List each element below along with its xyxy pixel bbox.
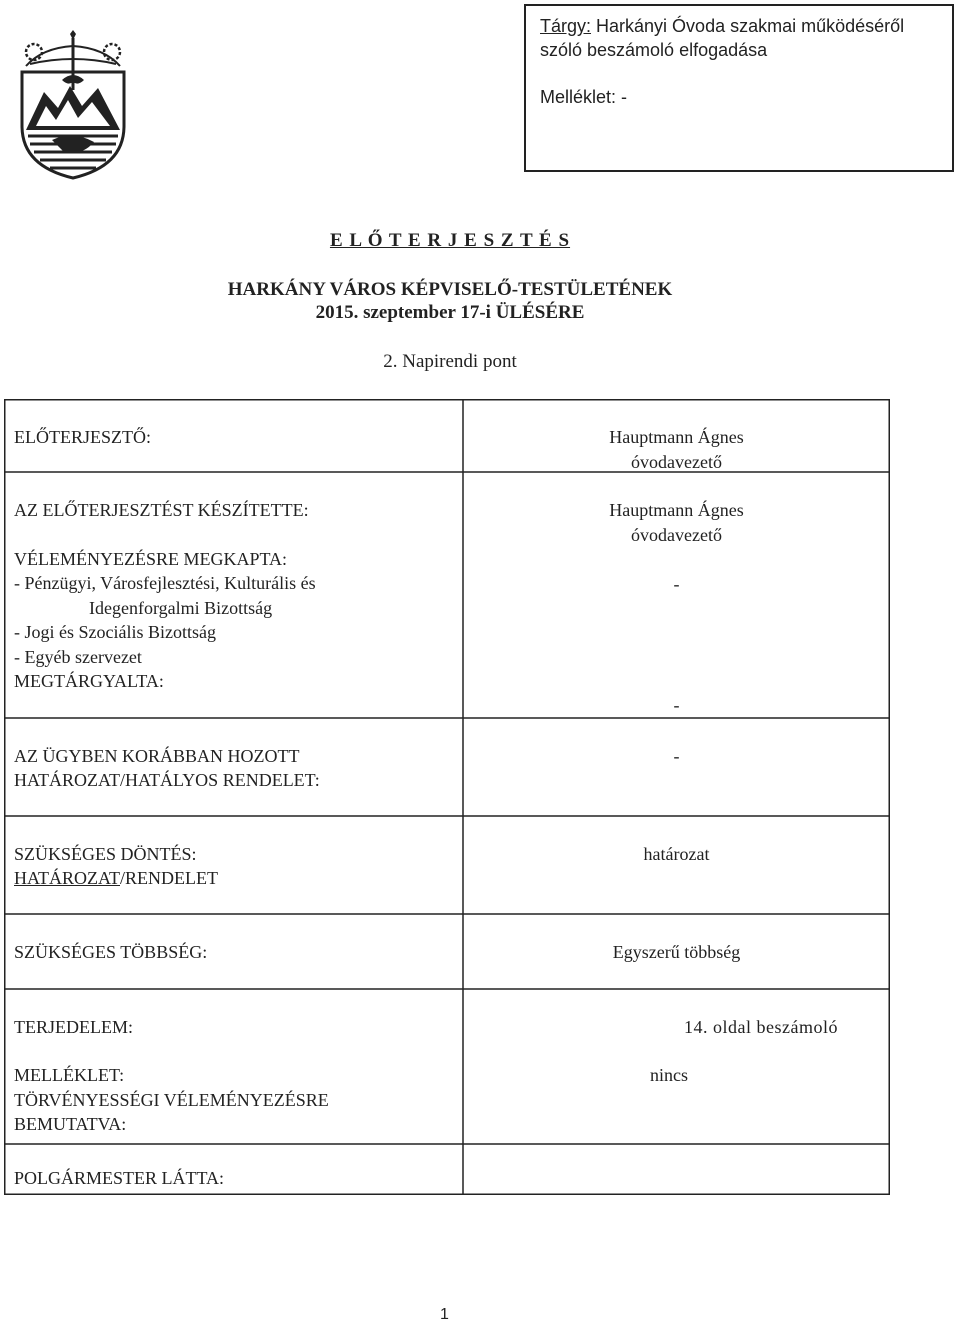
annex-value: nincs: [650, 1065, 688, 1085]
council-name: HARKÁNY VÁROS KÉPVISELŐ-TESTÜLETÉNEK: [227, 279, 673, 300]
decision-value: határozat: [643, 844, 710, 864]
decision-label-2: [14, 866, 218, 890]
page-number: 1: [440, 1306, 449, 1323]
decision-label-2a: HATÁROZAT: [14, 868, 120, 888]
opinion-item-2: - Jogi és Szociális Bizottság: [14, 622, 216, 642]
opinion-item-3: - Egyéb szervezet: [14, 647, 142, 667]
extent-value: 14. oldal beszámoló: [684, 1017, 838, 1037]
opinion-item-1a: - Pénzügyi, Városfejlesztési, Kulturális és: [14, 573, 316, 593]
subject-title-2: szóló beszámoló elfogadása: [540, 40, 768, 60]
prior-label-1: AZ ÜGYBEN KORÁBBAN HOZOTT: [14, 746, 300, 766]
coat-of-arms-logo: [12, 30, 134, 180]
submitter-label: ELŐTERJESZTŐ:: [14, 427, 151, 447]
subject-annex: Melléklet: -: [540, 87, 628, 107]
legal-label-2: BEMUTATVA:: [14, 1114, 127, 1134]
prior-value: -: [673, 746, 680, 766]
discussed-value: -: [673, 695, 680, 715]
majority-label: SZÜKSÉGES TÖBBSÉG:: [14, 942, 208, 962]
submitter-role: óvodavezető: [631, 452, 722, 472]
document-heading: E L Ő T E R J E S Z T É S: [329, 230, 571, 251]
decision-label-2b: /RENDELET: [120, 868, 218, 888]
submitter-name: Hauptmann Ágnes: [609, 427, 744, 447]
opinion-label: VÉLEMÉNYEZÉSRE MEGKAPTA:: [14, 549, 288, 569]
extent-label: TERJEDELEM:: [14, 1017, 133, 1037]
subject-line-1: [540, 14, 952, 38]
subject-label: Tárgy:: [540, 16, 592, 36]
subject-title-1: Harkányi Óvoda szakmai működéséről: [596, 16, 905, 36]
annex-label: MELLÉKLET:: [14, 1065, 125, 1085]
subject-box: [524, 4, 954, 172]
opinion-value: -: [673, 574, 680, 594]
prepared-label: AZ ELŐTERJESZTÉST KÉSZÍTETTE:: [14, 500, 309, 520]
legal-label-1: TÖRVÉNYESSÉGI VÉLEMÉNYEZÉSRE: [14, 1090, 329, 1110]
agenda-item: 2. Napirendi pont: [383, 351, 517, 372]
info-table: [4, 399, 890, 1195]
discussed-label: MEGTÁRGYALTA:: [14, 671, 164, 691]
majority-value: Egyszerű többség: [612, 942, 741, 962]
prepared-role: óvodavezető: [631, 525, 722, 545]
mayor-label: POLGÁRMESTER LÁTTA:: [14, 1168, 225, 1188]
opinion-item-1b: Idegenforgalmi Bizottság: [89, 598, 273, 618]
session-date: 2015. szeptember 17-i ÜLÉSÉRE: [315, 302, 585, 323]
decision-label-1: SZÜKSÉGES DÖNTÉS:: [14, 844, 197, 864]
prior-label-2: HATÁROZAT/HATÁLYOS RENDELET:: [14, 770, 320, 790]
prepared-name: Hauptmann Ágnes: [609, 500, 744, 520]
